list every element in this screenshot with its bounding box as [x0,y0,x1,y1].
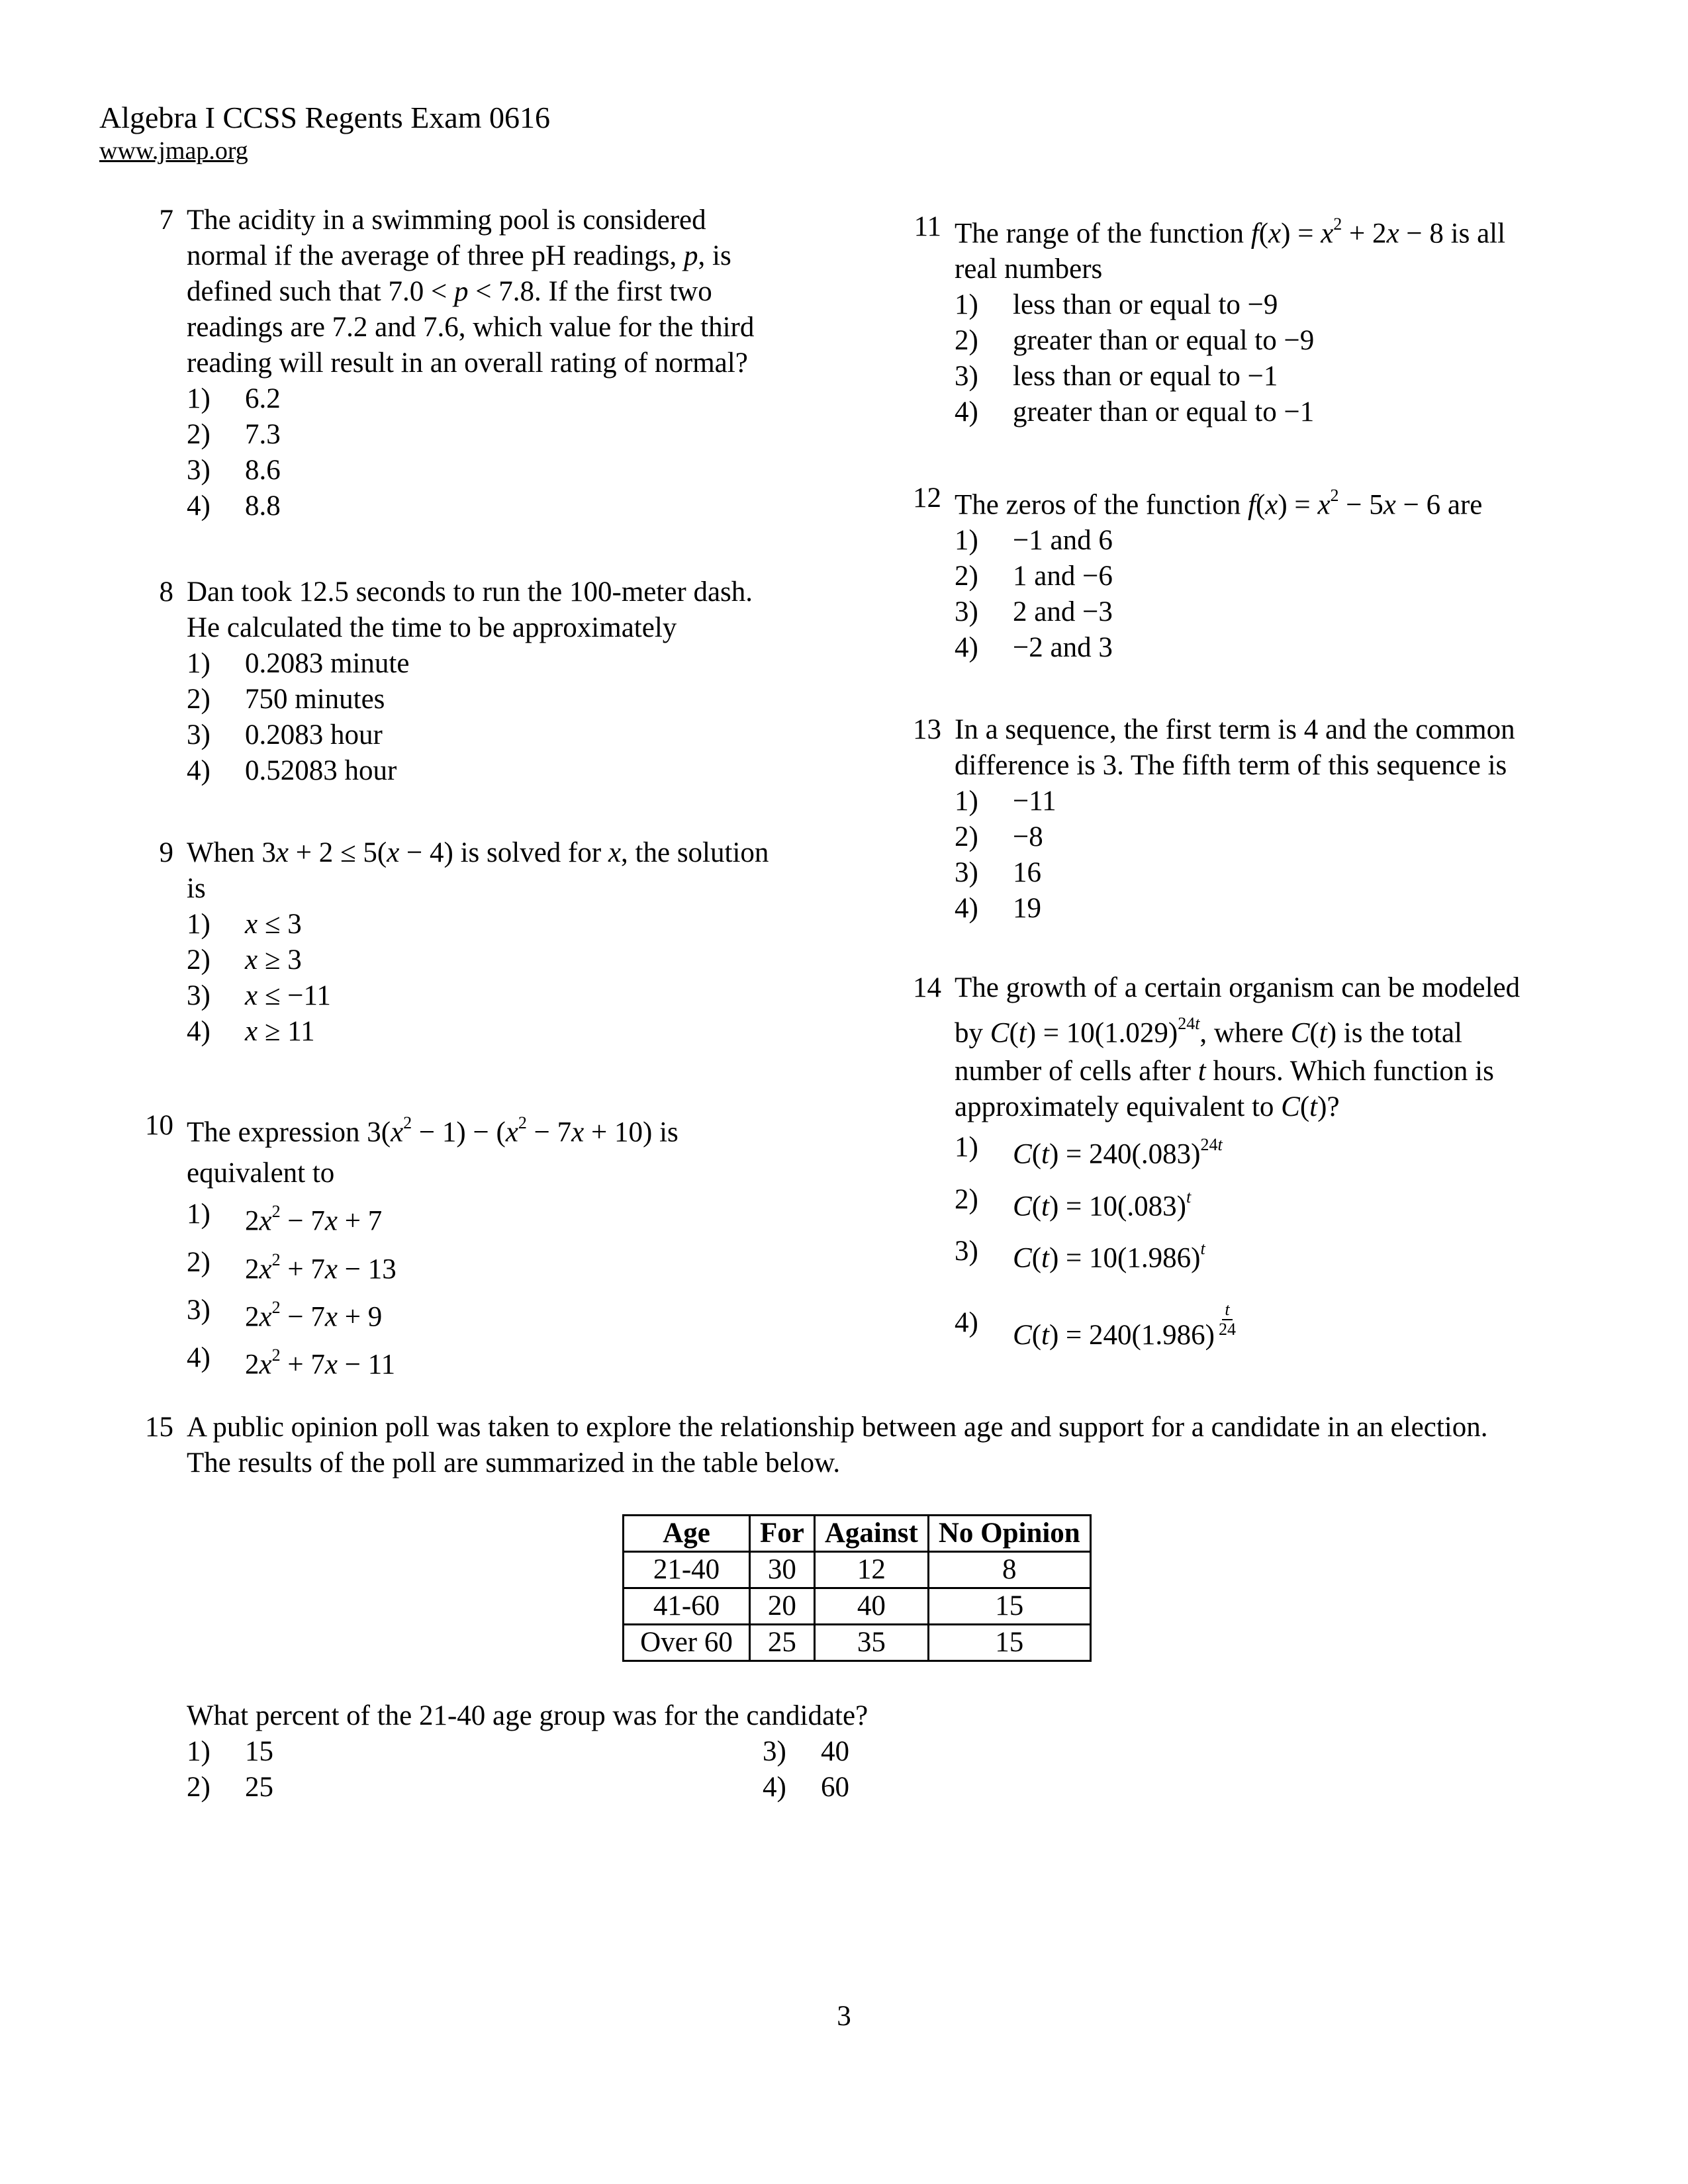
answer-choice[interactable]: 1) $C(t) = 240(.083)^{24t}$ [955,1132,1223,1170]
question-number: 8 [159,576,173,608]
question-stem-line: He calculated the time to be approximately [187,612,677,643]
question-stem-line: reading will result in an overall rating of normal? [187,347,748,379]
fraction-exponent: $\frac{t}{24}$ [1218,1300,1236,1340]
question-15-prompt [187,1698,868,1805]
answer-choice[interactable]: 3) $2x^2 - 7x + 9$ [187,1294,383,1333]
table-cell: 41-60 [624,1588,750,1625]
answer-choice[interactable]: 1) 0.2083 minute [187,648,410,679]
table-header-row [624,1516,1091,1552]
question-number: 15 [145,1412,173,1443]
answer-choice[interactable]: 1) x ≤ 3 [187,909,302,940]
answer-choice[interactable]: 4) 8.8 [187,490,281,522]
table-cell: 21-40 [624,1552,750,1588]
question-13 [913,712,1515,927]
answer-choice[interactable]: 2) −8 [955,821,1043,852]
question-number: 7 [159,205,173,236]
question-stem-line: number of cells after t hours. Which function is [955,1056,1494,1087]
question-stem-line: In a sequence, the first term is 4 and the common [955,714,1515,745]
answer-choice[interactable]: 3) $C(t) = 10(1.986)^t$ [955,1235,1205,1274]
poll-table [622,1514,1092,1662]
table-cell: 15 [928,1588,1090,1625]
question-8 [159,574,753,789]
table-cell: 30 [750,1552,815,1588]
question-stem-line: difference is 3. The fifth term of this sequence is [955,750,1507,781]
table-row [624,1625,1091,1661]
table-row [624,1588,1091,1625]
question-number: 11 [914,211,941,242]
question-9 [159,835,769,1050]
question-stem-line: The expression $3(x^2 - 1) - (x^2 - 7x + 10)$ is [187,1113,679,1148]
answer-choice[interactable]: 3) 0.2083 hour [187,719,383,751]
table-cell: Over 60 [624,1625,750,1661]
question-10 [145,1105,679,1386]
answer-choice[interactable]: 2) 750 minutes [187,684,385,715]
answer-choice[interactable]: 3) x ≤ −11 [187,980,331,1011]
answer-choice[interactable]: 3) 16 [955,857,1041,888]
question-number: 9 [159,837,173,868]
question-stem-line: real numbers [955,253,1103,285]
answer-choice[interactable]: 2) 25 [187,1772,273,1803]
question-stem-line: What percent of the 21-40 age group was for the candidate? [187,1700,868,1731]
question-number: 12 [913,482,941,514]
answer-choice[interactable]: 3) 2 and −3 [955,596,1113,628]
question-7 [159,203,755,524]
question-stem-line: readings are 7.2 and 7.6, which value for the third [187,312,755,343]
question-stem-line: approximately equivalent to C(t)? [955,1091,1340,1123]
exam-title: Algebra I CCSS Regents Exam 0616 [99,101,550,134]
table-cell: 12 [814,1552,928,1588]
answer-choice[interactable]: 4) 60 [763,1772,849,1803]
question-number: 10 [145,1110,173,1141]
question-stem-line: The zeros of the function $f(x) = x^2 - 5x - 6$ are [955,486,1483,521]
answer-choice[interactable]: 1) 15 [187,1736,273,1767]
answer-choice[interactable]: 4) greater than or equal to −1 [955,396,1315,428]
question-stem-line: defined such that 7.0 < p < 7.8. If the first two [187,276,712,307]
answer-choice[interactable]: 3) less than or equal to −1 [955,361,1278,392]
question-stem-line: Dan took 12.5 seconds to run the 100-meter dash. [187,576,753,608]
table-cell: 35 [814,1625,928,1661]
answer-choice[interactable]: 2) 7.3 [187,419,281,450]
answer-choice[interactable]: 2) $C(t) = 10(.083)^t$ [955,1183,1192,1222]
answer-choice[interactable]: 4) 19 [955,893,1041,924]
answer-choice[interactable]: 1) less than or equal to −9 [955,289,1278,321]
table-header: No Opinion [928,1516,1090,1552]
answer-choice[interactable]: 4) $2x^2 + 7x - 11$ [187,1342,396,1381]
table-header: Age [624,1516,750,1552]
question-stem-line: The results of the poll are summarized in the table below. [187,1447,841,1479]
table-cell: 15 [928,1625,1090,1661]
table-cell: 25 [750,1625,815,1661]
question-15 [145,1410,1488,1481]
answer-choice[interactable]: 2) x ≥ 3 [187,944,302,976]
question-stem-line: The range of the function $f(x) = x^2 + 2x - 8$ is all [955,214,1506,250]
question-stem-line: by $C(t) = 10(1.029)^{24t}$, where C(t) is the total [955,1014,1462,1049]
table-row [624,1552,1091,1588]
question-stem-line: When 3x + 2 ≤ 5(x − 4) is solved for x, the solution [187,837,769,868]
question-14 [913,970,1521,1358]
answer-choice[interactable]: 2) greater than or equal to −9 [955,325,1315,357]
answer-choice[interactable]: 1) $2x^2 - 7x + 7$ [187,1199,383,1237]
answer-choice[interactable]: 4) C(t) = 240(1.986) $\frac{t}{24}$ [955,1300,1236,1351]
table-header: For [750,1516,815,1552]
question-stem-line: equivalent to [187,1158,335,1189]
answer-choice[interactable]: 1) −1 and 6 [955,525,1113,557]
question-stem-line: The growth of a certain organism can be modeled [955,972,1521,1003]
question-stem-line: is [187,873,206,904]
question-stem-line: normal if the average of three pH readings, p, is [187,240,731,271]
page-number: 3 [837,2001,851,2032]
answer-choice[interactable]: 3) 40 [763,1736,849,1767]
page-header [99,99,550,165]
question-stem-line: A public opinion poll was taken to explore the relationship between age and support for a candidate in an election. [187,1412,1488,1443]
answer-choice[interactable]: 1) −11 [955,786,1056,817]
question-number: 14 [913,972,941,1003]
answer-choice[interactable]: 4) −2 and 3 [955,632,1113,664]
table-cell: 20 [750,1588,815,1625]
table-header: Against [814,1516,928,1552]
answer-choice[interactable]: 2) 1 and −6 [955,561,1113,592]
answer-choice[interactable]: 1) 6.2 [187,383,281,414]
site-link[interactable]: www.jmap.org [99,137,248,165]
answer-choice[interactable]: 4) 0.52083 hour [187,755,397,786]
question-12 [913,480,1483,666]
answer-choice[interactable]: 4) x ≥ 11 [187,1016,315,1047]
answer-choice[interactable]: 2) $2x^2 + 7x - 13$ [187,1246,397,1285]
question-11 [914,209,1506,430]
table-cell: 8 [928,1552,1090,1588]
question-stem-line: The acidity in a swimming pool is considered [187,205,706,236]
answer-choice[interactable]: 3) 8.6 [187,455,281,486]
table-cell: 40 [814,1588,928,1625]
question-number: 13 [913,714,941,745]
